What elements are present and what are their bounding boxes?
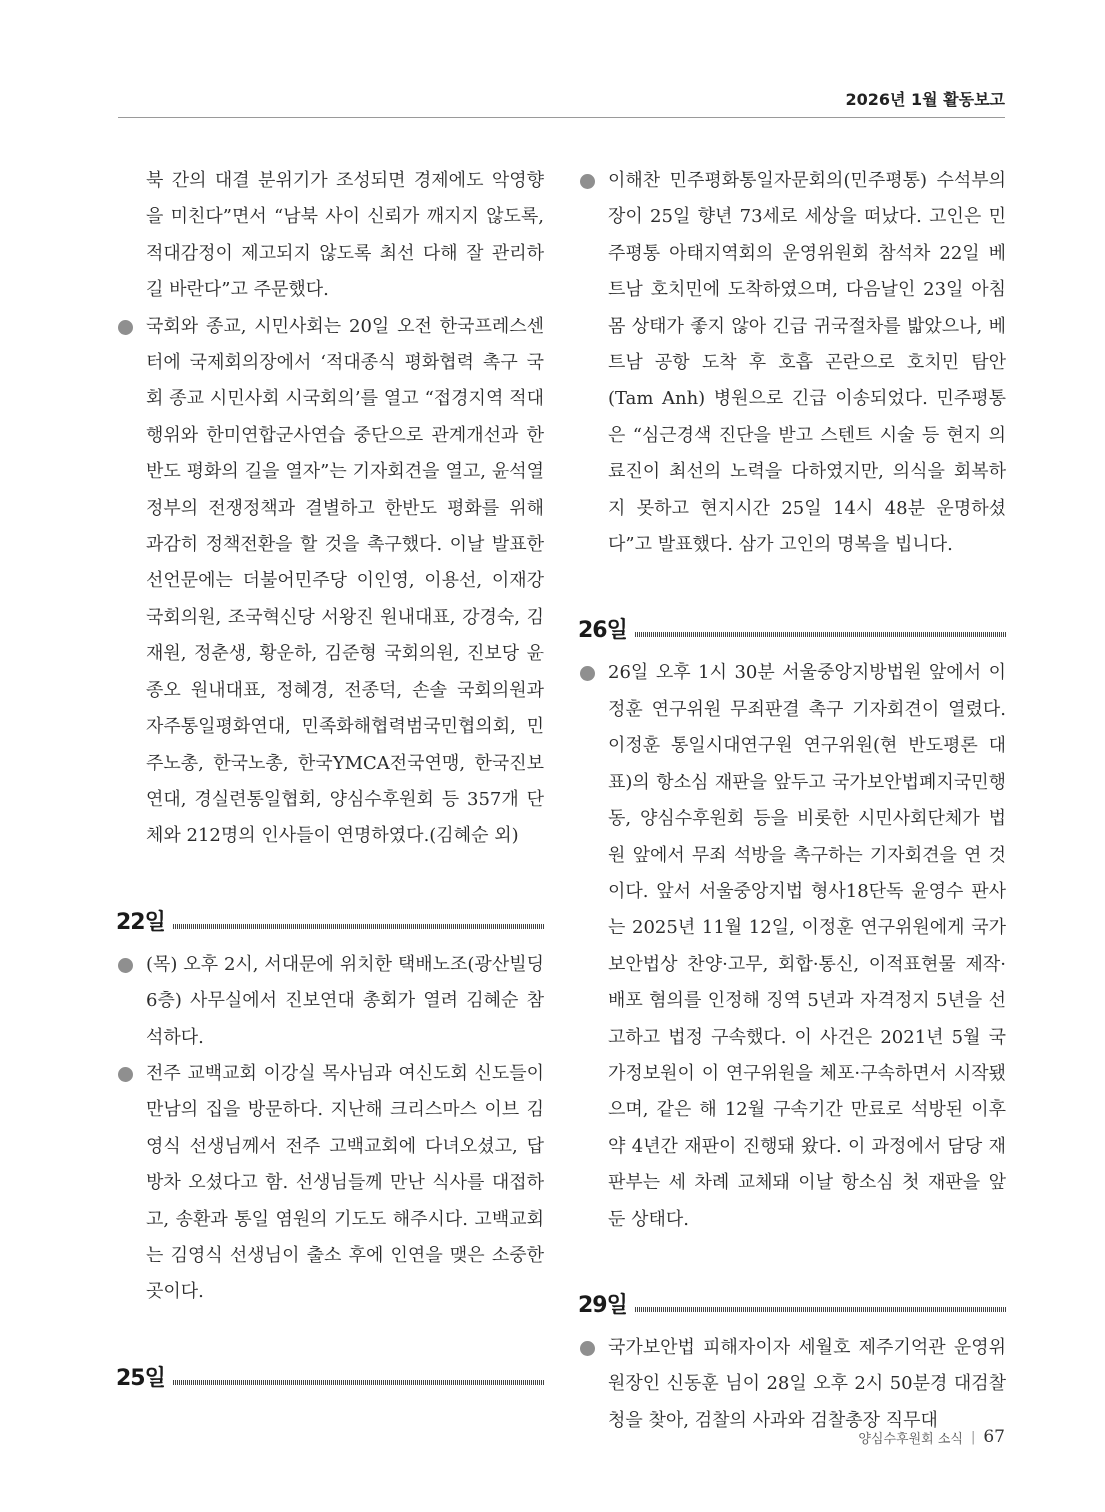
section-heading-rule	[635, 632, 1006, 637]
list-item-text: 26일 오후 1시 30분 서울중앙지방법원 앞에서 이정훈 연구위원 무죄판결 촉구 기자회견이 열렸다. 이정훈 통일시대연구원 연구위원(현 반도평론 대표)의 항소심 재판을 앞두고 국가보안법폐지국민행동, 양심수후원회 등을 비롯한 시민사회단체가 법원 앞에서 무죄 석방을 촉구하는 기자회견을 연 것이다. 앞서 서울중앙지법 형사18단독 윤영수 판사는 2025년 11월 12일, 이정훈 연구위원에게 국가보안법상 찬양·고무, 회합·통신, 이적표현물 제작·배포 혐의를 인정해 징역 5년과 자격정지 5년을 선고하고 법정 구속했다. 이 사건은 2021년 5월 국가정보원이 이 연구위원을 체포·구속하면서 시작됐으며, 같은 해 12월 구속기간 만료로 석방된 이후 약 4년간 재판이 진행돼 왔다. 이 과정에서 담당 재판부는 세 차례 교체돼 이날 항소심 첫 재판을 앞 둔 상태다.	[608, 662, 1006, 1230]
list-item	[578, 655, 1006, 1238]
bullet-icon	[118, 958, 133, 973]
section-heading-22	[116, 899, 544, 935]
list-item	[578, 1330, 1006, 1439]
list-item	[116, 309, 544, 855]
right-column	[578, 163, 1006, 1439]
bullet-icon	[580, 1341, 595, 1356]
section-heading-rule	[173, 1380, 544, 1385]
section-heading-label: 25일	[116, 1365, 165, 1391]
page-number: 67	[983, 1427, 1005, 1447]
section-heading-25	[116, 1355, 544, 1391]
continuation-paragraph: 북 간의 대결 분위기가 조성되면 경제에도 악영향을 미친다”면서 “남북 사이 신뢰가 깨지지 않도록, 적대감정이 제고되지 않도록 최선 다해 잘 관리하길 바란다”고 주문했다.	[146, 170, 544, 301]
section-heading-label: 29일	[578, 1292, 627, 1318]
list-item	[578, 163, 1006, 563]
bullet-icon	[580, 174, 595, 189]
list-item	[116, 1056, 544, 1311]
list-item	[116, 947, 544, 1056]
left-column	[116, 163, 544, 1391]
bullet-icon	[580, 666, 595, 681]
section-heading-rule	[635, 1307, 1006, 1312]
footer-separator: |	[970, 1429, 976, 1445]
section-heading-rule	[173, 924, 544, 929]
list-item-text: 전주 교백교회 이강실 목사님과 여신도회 신도들이 만남의 집을 방문하다. 지난해 크리스마스 이브 김영식 선생님께서 전주 고백교회에 다녀오셨고, 답방차 오셨다고 함. 선생님들께 만난 식사를 대접하고, 송환과 통일 염원의 기도도 해주시다. 고백교회는 김영식 선생님이 출소 후에 인연을 맺은 소중한 곳이다.	[146, 1062, 544, 1303]
section-heading-26	[578, 607, 1006, 643]
list-item-text: 이해찬 민주평화통일자문회의(민주평통) 수석부의장이 25일 향년 73세로 세상을 떠났다. 고인은 민주평통 아태지역회의 운영위원회 참석차 22일 베트남 호치민에 도착하였으며, 다음날인 23일 아침 몸 상태가 좋지 않아 긴급 귀국절차를 밟았으나, 베트남 공항 도착 후 호흡 곤란으로 호치민 탐안(Tam Anh) 병원으로 긴급 이송되었다. 민주평통은 “심근경색 진단을 받고 스텐트 시술 등 현지 의료진이 최선의 노력을 다하였지만, 의식을 회복하지 못하고 현지시간 25일 14시 48분 운명하셨다”고 발표했다. 삼가 고인의 명복을 빕니다.	[608, 170, 1006, 556]
section-heading-label: 22일	[116, 909, 165, 935]
section-heading-label: 26일	[578, 618, 627, 644]
section-heading-29	[578, 1282, 1006, 1318]
bullet-icon	[118, 320, 133, 335]
list-item-text: (목) 오후 2시, 서대문에 위치한 택배노조(광산빌딩 6층) 사무실에서 진보연대 총회가 열려 김혜순 참석하다.	[146, 953, 544, 1048]
bullet-icon	[118, 1067, 133, 1082]
list-item-text: 국가보안법 피해자이자 세월호 제주기억관 운영위원장인 신동훈 님이 28일 오후 2시 50분경 대검찰청을 찾아, 검찰의 사과와 검찰총장 직무대	[608, 1336, 1006, 1431]
list-item-text: 국회와 종교, 시민사회는 20일 오전 한국프레스센터에 국제회의장에서 ‘적대종식 평화협력 촉구 국회 종교 시민사회 시국회의’를 열고 “접경지역 적대행위와 한미연합군사연습 중단으로 관계개선과 한반도 평화의 길을 열자”는 기자회견을 열고, 윤석열 정부의 전쟁정책과 결별하고 한반도 평화를 위해 과감히 정책전환을 할 것을 촉구했다. 이날 발표한 선언문에는 더불어민주당 이인영, 이용선, 이재강 국회의원, 조국혁신당 서왕진 원내대표, 강경숙, 김재원, 정춘생, 황운하, 김준형 국회의원, 진보당 윤종오 원내대표, 정혜경, 전종덕, 손솔 국회의원과 자주통일평화연대, 민족화해협력범국민협의회, 민주노총, 한국노총, 한국YMCA전국연맹, 한국진보연대, 경실련통일협회, 양심수후원회 등 357개 단체와 212명의 인사들이 연명하였다.(김혜순 외)	[146, 315, 544, 847]
header-divider	[118, 117, 1005, 118]
footer-publication: 양심수후원회 소식	[858, 1431, 963, 1447]
running-header-title: 2026년 1월 활동보고	[845, 90, 1005, 109]
page-footer	[858, 1427, 1005, 1447]
